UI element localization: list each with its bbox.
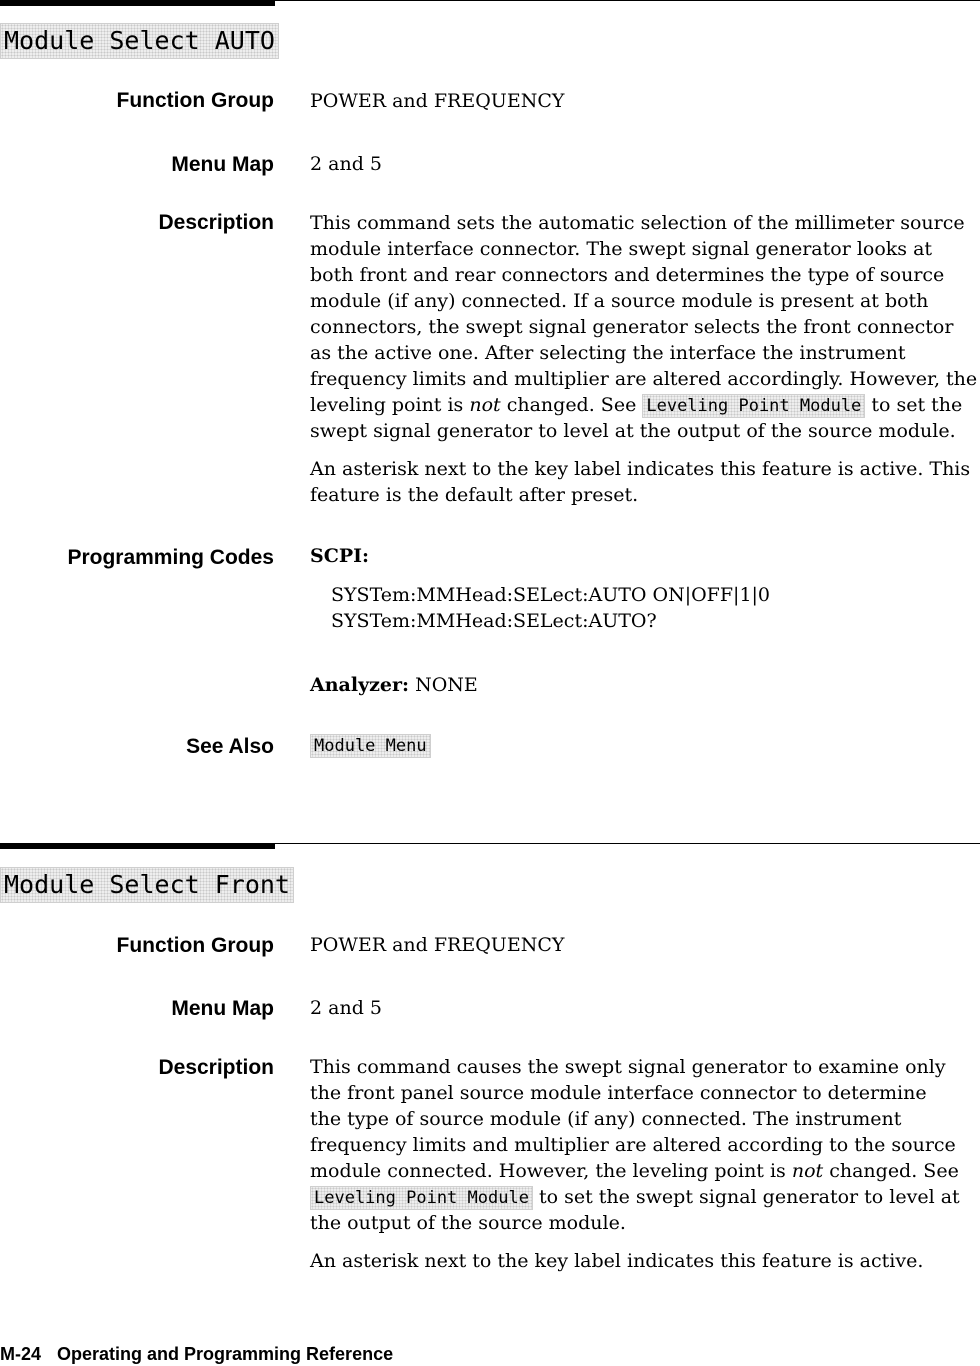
section-rule-thick: [0, 843, 275, 849]
leveling-point-module-key[interactable]: Leveling Point Module: [642, 394, 865, 418]
function-group-label: Function Group: [116, 934, 274, 957]
description-body: [310, 1054, 960, 1274]
description-paragraph: An asterisk next to the key label indicates this feature is active. This feature is the default after preset.: [310, 458, 971, 506]
scpi-label: SCPI:: [310, 545, 370, 567]
function-group-label: Function Group: [116, 89, 274, 112]
section-rule-thin: [275, 843, 980, 844]
module-menu-key[interactable]: Module Menu: [310, 734, 431, 758]
emphasis-not: not: [469, 394, 501, 416]
section-rule-thin: [275, 0, 980, 1]
menu-map-label: Menu Map: [171, 153, 274, 176]
description-body: [310, 210, 980, 508]
description-paragraph: [310, 1054, 960, 1236]
analyzer-label: Analyzer:: [310, 674, 410, 696]
description-paragraph: [310, 210, 980, 444]
menu-map-value: 2 and 5: [310, 997, 382, 1019]
description-label: Description: [158, 211, 274, 234]
menu-map-value: 2 and 5: [310, 153, 382, 175]
scpi-query-line: SYSTem:MMHead:SELect:AUTO?: [331, 610, 657, 632]
description-text: to set the swept signal generator to level at the output of the source module.: [310, 1186, 960, 1234]
analyzer-line: [310, 672, 980, 698]
description-text: This command sets the automatic selection of the millimeter source module interface connector. The swept signal generator looks at both front and rear connectors and determines the type of source module (if any) connected. If a source module is present at both connectors, the swept signal generator selects the front connector as the active one. After selecting the interface the instrument frequency limits and multiplier are altered accordingly. However, the leveling point is: [310, 212, 978, 416]
footer-title: Operating and Programming Reference: [57, 1344, 394, 1364]
function-group-value: POWER and FREQUENCY: [310, 934, 565, 956]
see-also-label: See Also: [186, 735, 274, 758]
description-paragraph: An asterisk next to the key label indicates this feature is active.: [310, 1250, 924, 1272]
page-footer: [0, 1344, 393, 1365]
description-text: to set the swept signal generator to level at the output of the source module.: [310, 394, 963, 442]
function-group-value: POWER and FREQUENCY: [310, 90, 565, 112]
module-select-front-key[interactable]: Module Select Front: [0, 867, 294, 903]
description-label: Description: [158, 1056, 274, 1079]
description-text: changed. See: [823, 1160, 959, 1182]
module-select-auto-key[interactable]: Module Select AUTO: [0, 23, 279, 59]
description-text: This command causes the swept signal generator to examine only the front panel source module interface connector to determine the type of source module (if any) connected. The instrument frequency limits and multiplier are altered according to the source module connected. However, the leveling point is: [310, 1056, 956, 1182]
section-rule-thick: [0, 0, 275, 6]
leveling-point-module-key[interactable]: Leveling Point Module: [310, 1186, 533, 1210]
emphasis-not: not: [791, 1160, 824, 1182]
programming-codes-label: Programming Codes: [67, 546, 274, 569]
menu-map-label: Menu Map: [171, 997, 274, 1020]
page-number: M-24: [0, 1344, 42, 1364]
description-text: changed. See: [500, 394, 643, 416]
scpi-command-line: SYSTem:MMHead:SELect:AUTO ON|OFF|1|0: [331, 584, 771, 606]
analyzer-value: NONE: [415, 674, 478, 696]
